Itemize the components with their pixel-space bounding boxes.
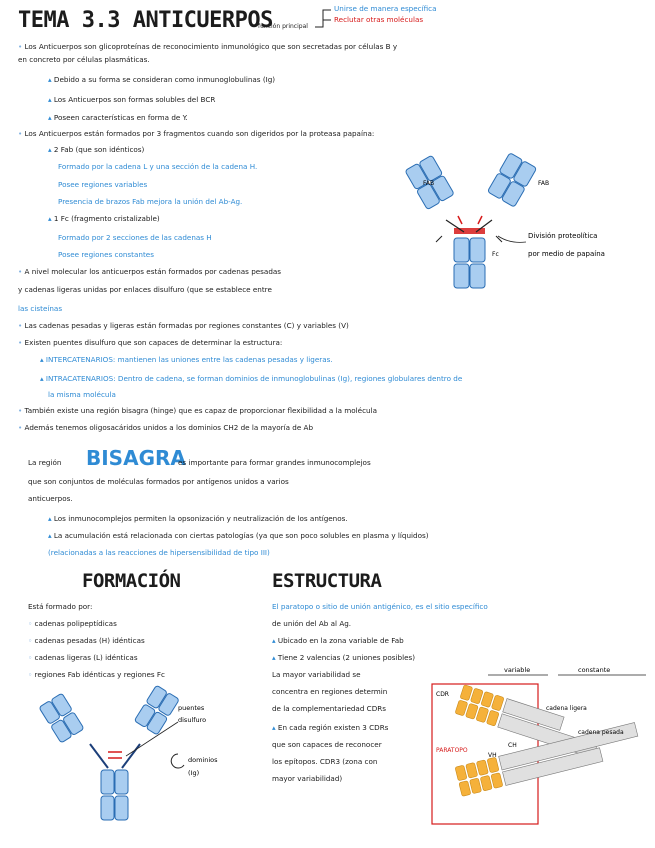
estructura-line-1: El paratopo o sitio de unión antigénico, es el sitio específico <box>272 602 488 611</box>
intracatenarios-2: la misma molécula <box>48 390 116 399</box>
bisagra-line-2: que son conjuntos de moléculas formados por antígenos unidos a varios <box>28 477 289 486</box>
puentes-label-2: disulfuro <box>178 716 207 724</box>
bisagra-word: BISAGRA <box>86 446 186 470</box>
formacion-item-4: ◦ regiones Fab idénticas y regiones Fc <box>28 670 165 679</box>
fab-title: ▴ 2 Fab (que son idénticos) <box>48 145 145 154</box>
bisagra-bullet-3: (relacionadas a las reacciones de hipersensibilidad de tipo III) <box>48 548 270 557</box>
fc-item-1: Formado por 2 secciones de las cadenas H <box>58 233 212 242</box>
estructura-line-3a: La mayor variabilidad se <box>272 670 361 679</box>
bisagra-line-3: anticuerpos. <box>28 494 73 503</box>
molecular-line-6: • También existe una región bisagra (hinge) que es capaz de proporcionar flexibilidad a la molécula <box>18 406 378 415</box>
intro-bullet-1-text: Debido a su forma se consideran como inmunoglobulinas (Ig) <box>53 75 276 84</box>
estructura-line-3b: concentra en regiones determin <box>272 687 388 696</box>
cdr-label: CDR <box>436 691 449 698</box>
molecular-text-5: Existen puentes disulfuro que son capaces de determinar la estructura: <box>24 338 283 347</box>
molecular-line-4: • Las cadenas pesadas y ligeras están formadas por regiones constantes (C) y variables (V) <box>18 321 349 330</box>
fab-item-1: Formado por la cadena L y una sección de la cadena H. <box>58 162 258 171</box>
fab-item-3: Presencia de brazos Fab mejora la unión del Ab-Ag. <box>58 197 243 206</box>
bisagra-bullet-2: ▴ La acumulación está relacionada con ciertas patologías (ya que son poco solubles en plasma y líquidos) <box>48 531 429 540</box>
molecular-text-1: A nivel molecular los anticuerpos están formados por cadenas pesadas <box>24 267 282 276</box>
division-label-1: División proteolítica <box>528 232 598 240</box>
estructura-line-4c: los epítopos. CDR3 (zona con <box>272 757 378 766</box>
puentes-label-1: puentes <box>178 704 205 712</box>
funcion-2: Reclutar otras moléculas <box>334 15 424 24</box>
estructura-bullet-2-text: Tiene 2 valencias (2 uniones posibles) <box>277 653 416 662</box>
intracatenarios: ▴ INTRACATENARIOS: Dentro de cadena, se forman dominios de inmunoglobulinas (Ig), regiones globulares dentro de <box>40 374 463 383</box>
formacion-item-3: ◦ cadenas ligeras (L) idénticas <box>28 653 138 662</box>
constante-label: constante <box>578 666 611 674</box>
intro-bullet-3: ▴ Poseen características en forma de Y. <box>48 113 188 122</box>
inter-text: INTERCATENARIOS: mantienen las uniones entre las cadenas pesadas y ligeras. <box>45 355 333 364</box>
antibody-digestion-diagram <box>398 152 648 297</box>
intro-bullet-2-text: Los Anticuerpos son formas solubles del BCR <box>53 95 216 104</box>
fab-title-text: 2 Fab (que son idénticos) <box>53 145 145 154</box>
funcion-1: Unirse de manera específica <box>334 4 437 13</box>
estructura-line-4d: mayor variabilidad) <box>272 774 343 783</box>
fab-left-label: FAB <box>423 180 435 187</box>
molecular-line-7: • Además tenemos oligosacáridos unidos a los dominios CH2 de la mayoría de Ab <box>18 423 314 432</box>
dominios-label-1: dominios <box>188 756 218 764</box>
dominios-label-2: (Ig) <box>188 769 200 777</box>
molecular-line-1: • A nivel molecular los anticuerpos están formados por cadenas pesadas <box>18 267 282 276</box>
cadena-pesada-label: cadena pesada <box>578 729 624 736</box>
bisagra-bullet-1: ▴ Los inmunocomplejos permiten la opsonización y neutralización de los antígenos. <box>48 514 348 523</box>
estructura-bullet-4a: ▴ En cada región existen 3 CDRs <box>272 723 389 732</box>
molecular-line-3: las cisteínas <box>18 304 63 313</box>
formacion-item-1-text: cadenas polipeptídicas <box>34 619 117 628</box>
fc-title: ▴ 1 Fc (fragmento cristalizable) <box>48 214 160 223</box>
page-title: TEMA 3.3 ANTICUERPOS <box>18 8 273 33</box>
paratopo-label: PARATOPO <box>436 747 468 754</box>
antibody-formation-diagram <box>28 682 273 832</box>
fc-label: Fc <box>492 251 499 258</box>
bisagra-bullet-1-text: Los inmunocomplejos permiten la opsonización y neutralización de los antígenos. <box>53 514 348 523</box>
funcion-label: función principal <box>258 23 308 30</box>
formacion-item-4-text: regiones Fab idénticas y regiones Fc <box>34 670 165 679</box>
rotate-arrow-icon <box>171 754 184 768</box>
fragments-lead: • Los Anticuerpos están formados por 3 fragmentos cuando son digeridos por la proteasa papaína: <box>18 129 375 138</box>
bracket-icon <box>313 6 333 32</box>
formacion-item-1: ◦ cadenas polipeptídicas <box>28 619 117 628</box>
paratopo-diagram <box>428 662 650 830</box>
molecular-line-2: y cadenas ligeras unidas por enlaces disulfuro (que se establece entre <box>18 285 272 294</box>
intro-line-1: • Los Anticuerpos son glicoproteínas de reconocimiento inmunológico que son secretadas por células B y <box>18 42 398 51</box>
estructura-bullet-1: ▴ Ubicado en la zona variable de Fab <box>272 636 404 645</box>
formacion-item-2-text: cadenas pesadas (H) idénticas <box>34 636 145 645</box>
bisagra-post: es importante para formar grandes inmunocomplejos <box>178 458 371 467</box>
estructura-line-3c: de la complementariedad CDRs <box>272 704 386 713</box>
fab-right-label: FAB <box>538 180 550 187</box>
fragments-lead-text: Los Anticuerpos están formados por 3 fragmentos cuando son digeridos por la proteasa papaína: <box>24 129 375 138</box>
intercatenarios: ▴ INTERCATENARIOS: mantienen las uniones entre las cadenas pesadas y ligeras. <box>40 355 333 364</box>
intro-line-2: en concreto por células plasmáticas. <box>18 55 150 64</box>
formacion-title: FORMACIÓN <box>82 570 181 592</box>
formacion-item-3-text: cadenas ligeras (L) idénticas <box>34 653 138 662</box>
intro-bullet-2: ▴ Los Anticuerpos son formas solubles del BCR <box>48 95 216 104</box>
estructura-line-4b: que son capaces de reconocer <box>272 740 382 749</box>
formacion-lead: Está formado por: <box>28 602 93 611</box>
estructura-bullet-4-text: En cada región existen 3 CDRs <box>277 723 389 732</box>
molecular-line-5: • Existen puentes disulfuro que son capaces de determinar la estructura: <box>18 338 283 347</box>
cadena-ligera-label: cadena ligera <box>546 705 587 712</box>
molecular-text-6: También existe una región bisagra (hinge) que es capaz de proporcionar flexibilidad a la molécula <box>24 406 378 415</box>
division-label-2: por medio de papaína <box>528 250 605 258</box>
intra-text: INTRACATENARIOS: Dentro de cadena, se forman dominios de inmunoglobulinas (Ig), regiones globulares dentro de <box>45 374 463 383</box>
estructura-line-2: de unión del Ab al Ag. <box>272 619 352 628</box>
estructura-title: ESTRUCTURA <box>272 570 382 592</box>
intro-bullet-3-text: Poseen características en forma de Y. <box>53 113 188 122</box>
ch-label: CH <box>508 742 517 749</box>
molecular-text-7: Además tenemos oligosacáridos unidos a los dominios CH2 de la mayoría de Ab <box>24 423 314 432</box>
fc-item-2: Posee regiones constantes <box>58 250 154 259</box>
vh-label: VH <box>488 752 497 759</box>
estructura-bullet-1-text: Ubicado en la zona variable de Fab <box>277 636 404 645</box>
estructura-bullet-2: ▴ Tiene 2 valencias (2 uniones posibles) <box>272 653 416 662</box>
fab-item-2: Posee regiones variables <box>58 180 148 189</box>
bisagra-pre: La región <box>28 458 62 467</box>
intro-bullet-1: ▴ Debido a su forma se consideran como inmunoglobulinas (Ig) <box>48 75 276 84</box>
bisagra-bullet-2-text: La acumulación está relacionada con ciertas patologías (ya que son poco solubles en plasma y líquidos) <box>53 531 429 540</box>
formacion-item-2: ◦ cadenas pesadas (H) idénticas <box>28 636 145 645</box>
variable-label: variable <box>504 666 531 674</box>
fc-title-text: 1 Fc (fragmento cristalizable) <box>53 214 160 223</box>
intro-text-1: Los Anticuerpos son glicoproteínas de reconocimiento inmunológico que son secretadas por células B y <box>24 42 398 51</box>
molecular-text-4: Las cadenas pesadas y ligeras están formadas por regiones constantes (C) y variables (V) <box>24 321 349 330</box>
